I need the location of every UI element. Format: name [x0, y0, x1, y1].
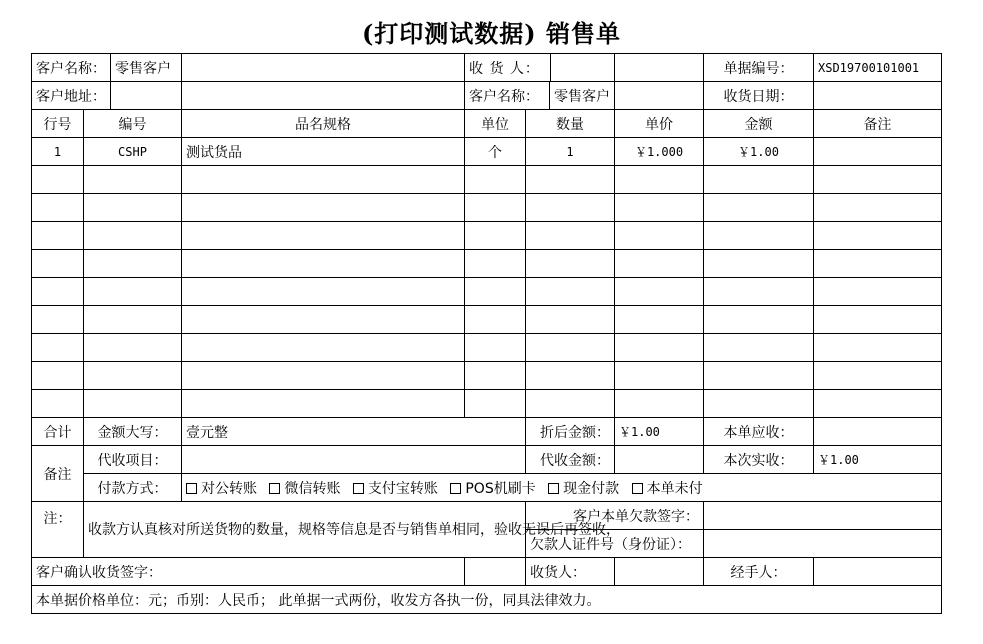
- collect-amount-label: 代收金额：: [526, 446, 615, 474]
- col-header: 单价: [615, 110, 704, 138]
- debt-sign-label: 客户本单欠款签字：: [526, 502, 704, 530]
- item-remark: [814, 138, 942, 166]
- table-row-empty: [32, 166, 942, 194]
- receiver-value: [615, 54, 704, 82]
- amount-words-value: 壹元整: [182, 418, 526, 446]
- col-header: 金额: [704, 110, 814, 138]
- table-row-empty: [32, 194, 942, 222]
- checkbox-icon: [548, 483, 559, 494]
- payment-label: 付款方式：: [84, 474, 182, 502]
- page-title: (打印测试数据) 销售单: [361, 19, 622, 48]
- collect-amount-value: [615, 446, 704, 474]
- statement: 本单据价格单位：元；币别：人民币； 此单据一式两份，收发方各执一份，同具法律效力。: [32, 586, 942, 614]
- item-amount: ￥1.00: [704, 138, 814, 166]
- customer-addr-label: 客户地址：: [36, 88, 106, 105]
- header-row-1: [32, 54, 942, 82]
- checkbox-icon: [450, 483, 461, 494]
- payment-option[interactable]: POS机刷卡: [450, 481, 539, 497]
- payment-option[interactable]: 现金付款: [548, 481, 623, 497]
- total-label: 合计: [32, 418, 84, 446]
- col-header: 备注: [814, 110, 942, 138]
- header-row-2: [32, 82, 942, 110]
- signature-row: [32, 558, 942, 586]
- checkbox-icon: [269, 483, 280, 494]
- col-header: 品名规格: [182, 110, 465, 138]
- handler-label: 经手人：: [704, 558, 814, 586]
- debtor-id-label: 欠款人证件号（身份证）：: [526, 530, 704, 558]
- actual-received-label: 本次实收：: [704, 446, 814, 474]
- item-qty: 1: [526, 138, 615, 166]
- receivable-value: [814, 418, 942, 446]
- payment-row: [32, 474, 942, 502]
- table-row-empty: [32, 278, 942, 306]
- debtor-id-value: [704, 530, 942, 558]
- item-code: CSHP: [84, 138, 182, 166]
- table-row-empty: [32, 250, 942, 278]
- customer-addr-value: [182, 82, 465, 110]
- row-no: 1: [32, 138, 84, 166]
- handler-value: [814, 558, 942, 586]
- collect-item-label: 代收项目：: [84, 446, 182, 474]
- payment-option[interactable]: 对公转账: [186, 481, 261, 497]
- item-name: 测试货品: [182, 138, 465, 166]
- payment-option[interactable]: 支付宝转账: [353, 481, 442, 497]
- remark-label: 备注: [32, 446, 84, 502]
- amount-words-label: 金额大写：: [84, 418, 182, 446]
- doc-no-value: XSD19700101001: [814, 54, 942, 82]
- payment-options: [182, 474, 942, 502]
- col-header: 单位: [465, 110, 526, 138]
- receivable-label: 本单应收：: [704, 418, 814, 446]
- col-header: 行号: [32, 110, 84, 138]
- col-header: 数量: [526, 110, 615, 138]
- doc-no-label: 单据编号：: [704, 54, 814, 82]
- discounted-value: ￥1.00: [615, 418, 704, 446]
- table-row-empty: [32, 222, 942, 250]
- receive-date-value: [814, 82, 942, 110]
- table-row-empty: [32, 334, 942, 362]
- footer-receiver-label: 收货人：: [526, 558, 615, 586]
- statement-row: [32, 586, 942, 614]
- actual-received-value: ￥1.00: [814, 446, 942, 474]
- customer-name-value: 零售客户: [115, 60, 171, 77]
- customer-name-label: 客户名称：: [36, 60, 106, 77]
- receiver-label: 收 货 人：: [469, 60, 540, 77]
- table-row-empty: [32, 306, 942, 334]
- discounted-label: 折后金额：: [526, 418, 615, 446]
- collect-item-value: [182, 446, 526, 474]
- note-row-1: [32, 502, 942, 530]
- receive-date-label: 收货日期：: [704, 82, 814, 110]
- payment-option[interactable]: 本单未付: [632, 481, 707, 497]
- footer-receiver-value: [615, 558, 704, 586]
- confirm-sign-label: 客户确认收货签字：: [32, 558, 465, 586]
- item-unit: 个: [465, 138, 526, 166]
- checkbox-icon: [632, 483, 643, 494]
- table-row: [32, 138, 942, 166]
- note-label: 注：: [32, 502, 84, 558]
- checkbox-icon: [353, 483, 364, 494]
- table-row-empty: [32, 390, 942, 418]
- customer-name2-value: 零售客户: [554, 88, 610, 105]
- col-header: 编号: [84, 110, 182, 138]
- table-row-empty: [32, 362, 942, 390]
- item-price: ￥1.000: [615, 138, 704, 166]
- debt-sign-value: [704, 502, 942, 530]
- note-text: 收款方认真核对所送货物的数量，规格等信息是否与销售单相同，验收无误后再签收，: [84, 502, 526, 558]
- column-header-row: [32, 110, 942, 138]
- payment-option[interactable]: 微信转账: [269, 481, 344, 497]
- checkbox-icon: [186, 483, 197, 494]
- customer-name2-label: 客户名称：: [469, 88, 539, 105]
- total-row: [32, 418, 942, 446]
- collect-row: [32, 446, 942, 474]
- sales-order-table: [31, 53, 942, 614]
